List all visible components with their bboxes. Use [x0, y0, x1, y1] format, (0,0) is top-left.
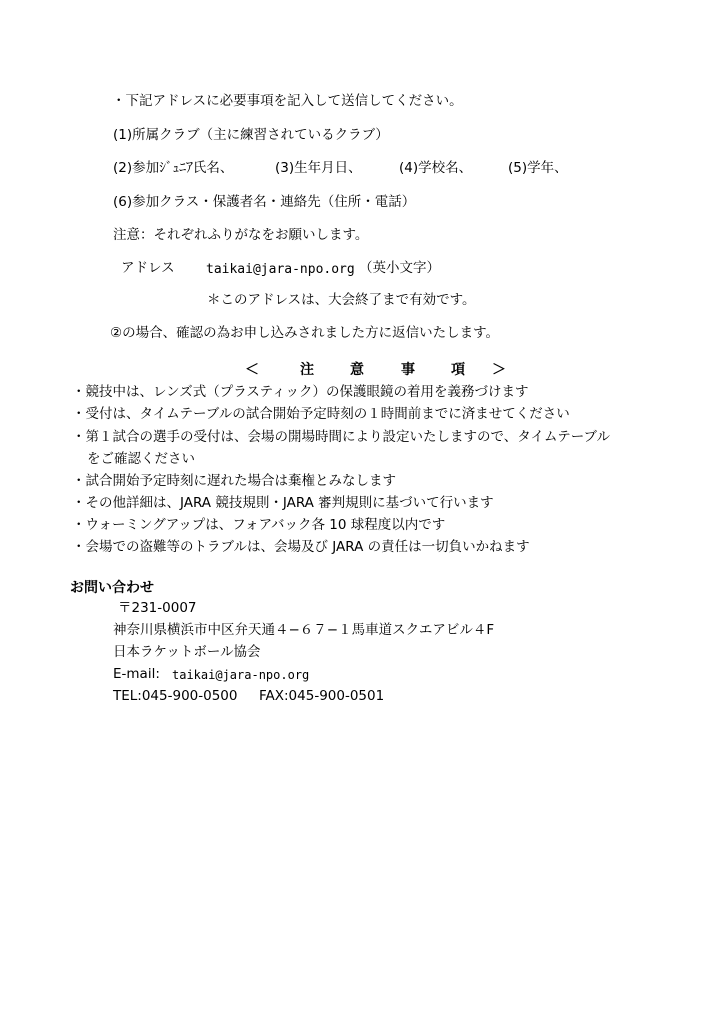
heading-close-bracket: ＞: [492, 362, 506, 378]
notice-item: ・競技中は、レンズ式（プラスティック）の保護眼鏡の着用を義務づけます: [72, 384, 529, 400]
item-junior-name: (2)参加ｼﾞｭﾆｱ氏名、: [113, 160, 234, 176]
notice-heading: [0, 359, 724, 378]
postal-code: 〒231-0007: [118, 600, 197, 616]
instruction-text: ・下記アドレスに必要事項を記入して送信してください。: [112, 93, 463, 109]
notice-item: ・会場での盗難等のトラブルは、会場及び JARA の責任は一切負いかねます: [72, 539, 530, 555]
contact-heading: お問い合わせ: [70, 580, 154, 596]
notice-item: ・第１試合の選手の受付は、会場の開場時間により設定いたしますので、タイムテーブル: [72, 429, 610, 445]
email-label: E-mail:: [113, 666, 160, 682]
address-value: taikai@jara-npo.org: [206, 262, 355, 277]
furigana-note: 注意：それぞれふりがなをお願いします。: [113, 227, 369, 243]
address-note: （英小文字）: [359, 260, 440, 276]
notice-item: ・その他詳細は、JARA 競技規則・JARA 審判規則に基づいて行います: [72, 495, 494, 511]
item-club: (1)所属クラブ（主に練習されているクラブ）: [113, 127, 389, 143]
notice-item: ・受付は、タイムテーブルの試合開始予定時刻の１時間前までに済ませてください: [72, 406, 570, 422]
contact-address: 神奈川県横浜市中区弁天通４−６７−１馬車道スクエアビル４F: [113, 622, 495, 638]
heading-open-bracket: ＜: [245, 362, 259, 378]
notice-item: ・試合開始予定時刻に遅れた場合は棄権とみなします: [72, 473, 396, 489]
reply-note: ②の場合、確認の為お申し込みされました方に返信いたします。: [110, 325, 500, 341]
item-school: (4)学校名、: [399, 160, 473, 176]
validity-note: ＊このアドレスは、大会終了まで有効です。: [207, 292, 476, 308]
item-grade: (5)学年、: [508, 160, 568, 176]
tel-number: TEL:045-900-0500: [113, 688, 238, 704]
notice-item: ・ウォーミングアップは、フォアバック各 10 球程度以内です: [72, 517, 446, 533]
heading-char-4: 項: [451, 362, 465, 378]
item-birthdate: (3)生年月日、: [275, 160, 362, 176]
notice-item-continuation: をご確認ください: [87, 451, 195, 467]
item-class-guardian: (6)参加クラス・保護者名・連絡先（住所・電話）: [113, 194, 416, 210]
heading-char-2: 意: [350, 362, 364, 378]
heading-char-3: 事: [401, 362, 415, 378]
organization-name: 日本ラケットボール協会: [113, 644, 261, 660]
fax-number: FAX:045-900-0501: [259, 688, 385, 704]
heading-char-1: 注: [300, 362, 314, 378]
email-value[interactable]: taikai@jara-npo.org: [172, 668, 310, 682]
address-label: アドレス: [121, 260, 175, 276]
